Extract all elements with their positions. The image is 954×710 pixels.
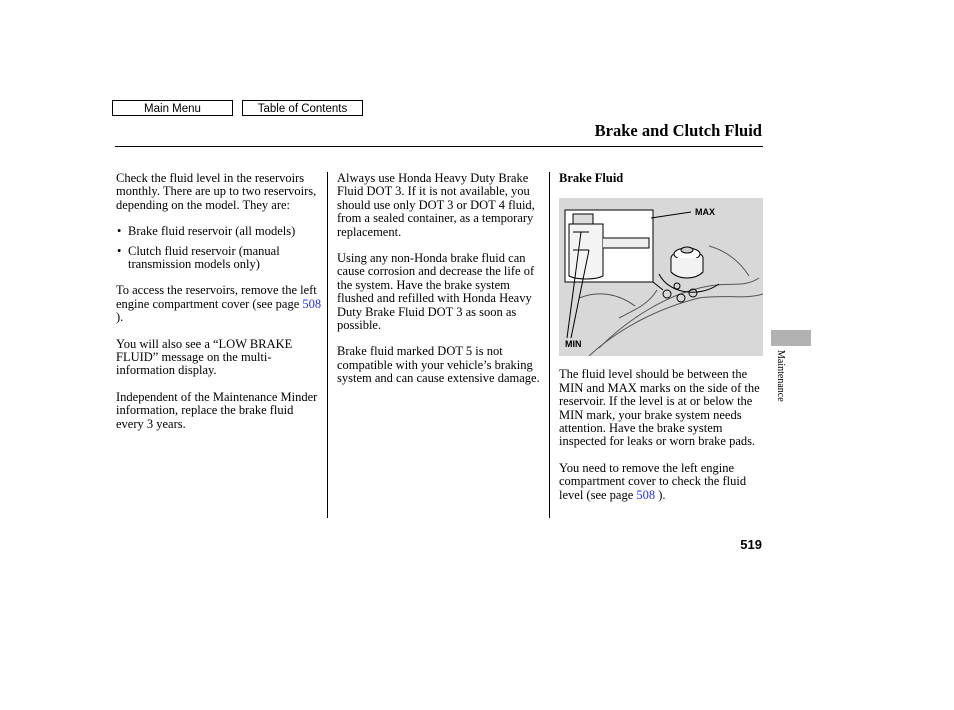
engine-compartment-drawing: [559, 198, 763, 356]
list-item: • Brake fluid reservoir (all models): [116, 225, 322, 238]
max-label: MAX: [695, 207, 715, 218]
page-number: 519: [740, 537, 762, 552]
brake-reservoir-illustration: [559, 198, 763, 356]
page-title: Brake and Clutch Fluid: [594, 121, 762, 140]
access-text-end: ).: [116, 310, 124, 325]
remove-cover-text-end: ).: [655, 487, 666, 502]
non-honda-paragraph: Using any non-Honda brake fluid can cause corrosion and decrease the life of the system. Have the brake system flushed and refilled with Honda Heavy Duty Brake Fluid DOT 3 as soon as possible.: [337, 251, 535, 333]
access-paragraph: [116, 284, 322, 324]
main-menu-button[interactable]: Main Menu: [112, 100, 233, 116]
fluid-level-paragraph: The fluid level should be between the MIN and MAX marks on the side of the reservoir. If the level is at or below the MIN mark, your brake system needs attention. Have the brake system inspected for leaks or worn brake pads.: [559, 367, 760, 449]
page-508-link[interactable]: 508: [302, 296, 322, 311]
column-divider-2: [549, 172, 550, 518]
remove-cover-paragraph: [559, 462, 764, 502]
title-rule: [115, 146, 763, 147]
brake-fluid-heading: Brake Fluid: [559, 171, 624, 185]
min-label: MIN: [565, 339, 582, 350]
fluid-type-paragraph: Always use Honda Heavy Duty Brake Fluid DOT 3. If it is not available, you should use only DOT 3 or DOT 4 fluid, from a sealed container, as a temporary replacement.: [337, 171, 535, 239]
reservoir-list: [116, 225, 322, 271]
page-508-link[interactable]: 508: [636, 487, 656, 502]
replace-paragraph: Independent of the Maintenance Minder information, replace the brake fluid every 3 years.: [116, 389, 318, 431]
intro-paragraph: Check the fluid level in the reservoirs monthly. There are up to two reservoirs, depending on the model. They are:: [116, 171, 317, 212]
access-text: To access the reservoirs, remove the left engine compartment cover (see page: [116, 283, 317, 311]
section-tab-marker: [771, 330, 811, 346]
low-brake-paragraph: You will also see a “LOW BRAKE FLUID” message on the multi-information display.: [116, 336, 293, 378]
section-tab-label: Maintenance: [775, 350, 786, 402]
column-3: [559, 172, 764, 515]
column-1: [116, 172, 322, 444]
column-divider-1: [327, 172, 328, 518]
table-of-contents-button[interactable]: Table of Contents: [242, 100, 363, 116]
remove-cover-text: You need to remove the left engine compartment cover to check the fluid level (see page: [559, 460, 747, 502]
column-2: [337, 172, 543, 399]
list-item: • Clutch fluid reservoir (manual transmission models only): [116, 245, 322, 272]
dot5-paragraph: Brake fluid marked DOT 5 is not compatible with your vehicle’s braking system and can cause extensive damage.: [337, 344, 540, 386]
